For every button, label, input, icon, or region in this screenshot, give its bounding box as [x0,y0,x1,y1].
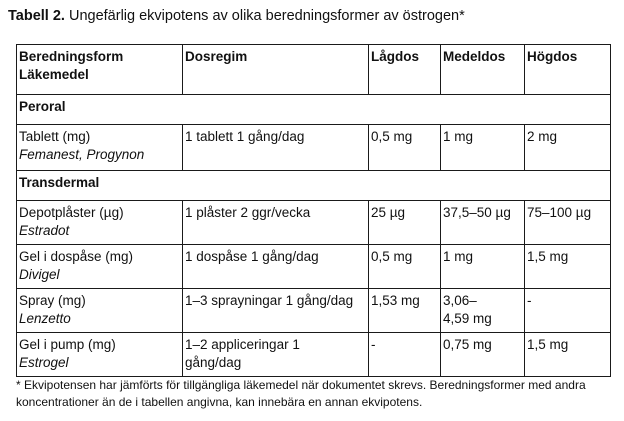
mid-dose-line2: 4,59 mg [443,311,492,326]
drug-name: Femanest, Progynon [19,147,145,162]
form-label: Depotplåster (µg) [19,205,124,220]
footnote-line2: koncentrationer än de i tabellen angivna, kan innebära en annan ekvipotens. [16,395,423,409]
cell-mid: 1 mg [441,245,525,289]
header-form-label: Beredningsform [19,49,124,64]
cell-low: 1,53 mg [369,289,441,333]
cell-high: 75–100 µg [525,201,611,245]
cell-form [17,125,183,171]
cell-low: 0,5 mg [369,245,441,289]
drug-name: Lenzetto [19,311,71,326]
drug-name: Divigel [19,267,60,282]
form-label: Tablett (mg) [19,129,91,144]
drug-name: Estradot [19,223,70,238]
header-low: Lågdos [369,45,441,95]
cell-low: 25 µg [369,201,441,245]
header-dose: Dosregim [183,45,369,95]
footnote-line1: * Ekvipotensen har jämförts för tillgängliga läkemedel när dokumentet skrevs. Beredningsformer med andra [16,378,586,392]
drug-name: Estrogel [19,355,69,370]
form-label: Gel i pump (mg) [19,337,116,352]
dose-line2: gång/dag [185,355,242,370]
header-form [17,45,183,95]
cell-high: 1,5 mg [525,333,611,377]
cell-low: - [369,333,441,377]
table-row [17,245,611,289]
header-form-sublabel: Läkemedel [19,67,89,82]
table-row [17,201,611,245]
cell-low: 0,5 mg [369,125,441,171]
footnote [16,377,616,411]
cell-mid [441,289,525,333]
cell-dose [183,333,369,377]
dose-line1: 1–2 appliceringar 1 [185,337,300,352]
cell-form [17,201,183,245]
mid-dose-line1: 3,06– [443,293,477,308]
equipotency-table [16,44,611,377]
cell-mid: 1 mg [441,125,525,171]
section-row-peroral [17,95,611,125]
section-title: Transdermal [17,171,611,201]
cell-high: 1,5 mg [525,245,611,289]
cell-form [17,333,183,377]
caption-label: Tabell 2. [8,8,65,24]
cell-dose: 1 dospåse 1 gång/dag [183,245,369,289]
form-label: Gel i dospåse (mg) [19,249,134,264]
caption-text: Ungefärlig ekvipotens av olika beredningsformer av östrogen* [68,8,465,24]
cell-dose: 1 tablett 1 gång/dag [183,125,369,171]
table-row [17,289,611,333]
table-caption [8,7,465,25]
form-label: Spray (mg) [19,293,86,308]
section-row-transdermal [17,171,611,201]
cell-form [17,289,183,333]
table-row [17,333,611,377]
cell-form [17,245,183,289]
cell-dose: 1–3 sprayningar 1 gång/dag [183,289,369,333]
cell-mid: 0,75 mg [441,333,525,377]
section-title: Peroral [17,95,611,125]
table-row [17,125,611,171]
table-header-row [17,45,611,95]
cell-dose: 1 plåster 2 ggr/vecka [183,201,369,245]
cell-high: 2 mg [525,125,611,171]
header-high: Högdos [525,45,611,95]
cell-high: - [525,289,611,333]
header-mid: Medeldos [441,45,525,95]
cell-mid: 37,5–50 µg [441,201,525,245]
